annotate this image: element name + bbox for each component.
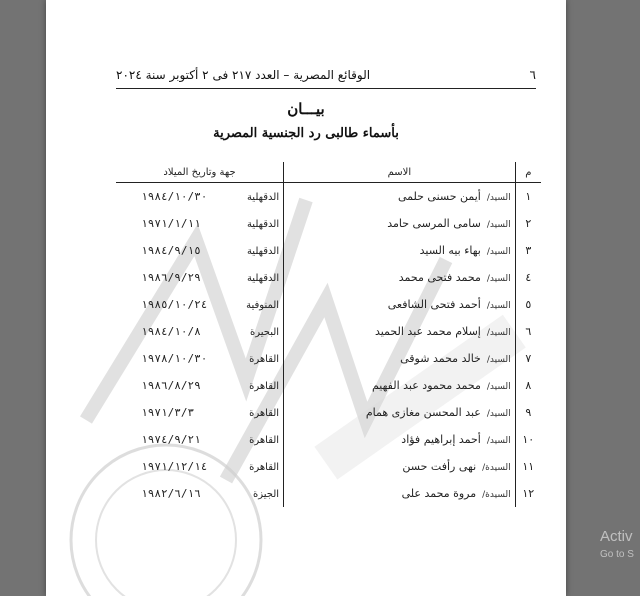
activation-line-1: Activ: [600, 528, 633, 545]
row-name: مروة محمد على: [401, 487, 477, 500]
row-governorate: الدقهلية: [246, 273, 280, 284]
row-name: أيمن حسنى حلمى: [397, 190, 481, 203]
row-prefix: السيد/: [486, 220, 511, 230]
page-header: [116, 64, 536, 86]
row-governorate: الدقهلية: [246, 192, 280, 203]
table-row: [116, 453, 541, 480]
table-row: [116, 372, 541, 399]
row-name: خالد محمد شوقى: [400, 352, 481, 365]
row-birth-date: ١٩٧٨/١٠/٣٠: [141, 352, 208, 365]
row-prefix: السيدة/: [482, 463, 511, 473]
row-name-cell: [284, 399, 516, 426]
row-number: ١٠: [515, 426, 541, 453]
document-subtitle: بأسماء طالبى رد الجنسية المصرية: [213, 126, 399, 141]
row-number: ٦: [515, 318, 541, 345]
row-name-cell: [284, 318, 516, 345]
names-table: [116, 162, 541, 507]
row-birth-cell: [116, 237, 284, 264]
table-row: [116, 291, 541, 318]
row-number: ١: [515, 183, 541, 211]
row-birth-date: ١٩٨٦/٩/٢٩: [141, 271, 201, 284]
row-birth-date: ١٩٧١/٣/٣: [141, 406, 195, 419]
row-birth-cell: [116, 291, 284, 318]
row-number: ٤: [515, 264, 541, 291]
row-birth-cell: [116, 264, 284, 291]
row-name: أحمد إبراهيم فؤاد: [401, 433, 481, 446]
row-name: محمد محمود عبد الفهيم: [371, 379, 481, 392]
row-birth-cell: [116, 183, 284, 211]
header-divider: [116, 88, 536, 89]
row-name: نهى رأفت حسن: [402, 460, 477, 473]
document-page: [46, 0, 566, 596]
row-birth-cell: [116, 399, 284, 426]
row-name-cell: [284, 345, 516, 372]
row-prefix: السيد/: [486, 328, 511, 338]
document-title: بيـــان: [287, 100, 325, 118]
table-row: [116, 210, 541, 237]
row-number: ١١: [515, 453, 541, 480]
page-number: ٦: [529, 68, 536, 82]
row-name-cell: [284, 453, 516, 480]
row-birth-cell: [116, 210, 284, 237]
row-birth-date: ١٩٧١/١/١١: [141, 217, 201, 230]
row-number: ٢: [515, 210, 541, 237]
row-birth-cell: [116, 453, 284, 480]
publication-line: الوقائع المصرية – العدد ٢١٧ فى ٢ أكتوبر سنة ٢٠٢٤: [116, 68, 371, 82]
row-name: محمد فتحى محمد: [398, 271, 481, 284]
row-number: ٥: [515, 291, 541, 318]
row-name-cell: [284, 480, 516, 507]
table-header-row: [116, 162, 541, 183]
row-prefix: السيد/: [486, 247, 511, 257]
row-birth-cell: [116, 480, 284, 507]
row-governorate: القاهرة: [249, 462, 280, 473]
row-prefix: السيد/: [486, 193, 511, 203]
row-number: ٧: [515, 345, 541, 372]
row-name-cell: [284, 291, 516, 318]
row-name-cell: [284, 237, 516, 264]
row-prefix: السيدة/: [482, 490, 511, 500]
table-row: [116, 318, 541, 345]
row-birth-date: ١٩٨٢/٦/١٦: [141, 487, 201, 500]
table-row: [116, 480, 541, 507]
row-governorate: الدقهلية: [246, 246, 280, 257]
row-birth-cell: [116, 318, 284, 345]
table-row: [116, 183, 541, 211]
row-name: إسلام محمد عبد الحميد: [374, 325, 481, 338]
row-birth-date: ١٩٨٦/٨/٢٩: [141, 379, 201, 392]
row-number: ٣: [515, 237, 541, 264]
row-birth-date: ١٩٨٤/٩/١٥: [141, 244, 201, 257]
row-birth-date: ١٩٨٤/١٠/٣٠: [141, 190, 208, 203]
row-name-cell: [284, 264, 516, 291]
row-number: ٨: [515, 372, 541, 399]
table-row: [116, 426, 541, 453]
activation-line-2: Go to S: [600, 549, 634, 560]
row-name-cell: [284, 372, 516, 399]
row-governorate: المنوفية: [246, 300, 280, 311]
windows-activation-watermark: [600, 528, 634, 560]
row-name: أحمد فتحى الشافعى: [387, 298, 481, 311]
row-name-cell: [284, 183, 516, 211]
row-governorate: الجيزة: [253, 489, 280, 500]
table-row: [116, 237, 541, 264]
header-num: م: [515, 162, 541, 183]
row-governorate: البحيرة: [250, 327, 280, 338]
row-governorate: القاهرة: [249, 435, 280, 446]
row-birth-cell: [116, 426, 284, 453]
row-prefix: السيد/: [486, 301, 511, 311]
table-row: [116, 399, 541, 426]
row-name: عبد المحسن مغازى همام: [365, 406, 481, 419]
table-row: [116, 345, 541, 372]
row-birth-date: ١٩٧٤/٩/٢١: [141, 433, 201, 446]
row-birth-cell: [116, 345, 284, 372]
row-prefix: السيد/: [486, 436, 511, 446]
row-name: بهاء بيه السيد: [419, 244, 481, 257]
row-prefix: السيد/: [486, 409, 511, 419]
row-birth-date: ١٩٨٥/١٠/٢٤: [141, 298, 208, 311]
table-row: [116, 264, 541, 291]
header-birth: جهة وتاريخ الميلاد: [116, 162, 284, 183]
row-governorate: القاهرة: [249, 408, 280, 419]
row-name-cell: [284, 426, 516, 453]
row-number: ١٢: [515, 480, 541, 507]
row-governorate: الدقهلية: [246, 219, 280, 230]
row-birth-date: ١٩٧١/١٢/١٤: [141, 460, 208, 473]
row-prefix: السيد/: [486, 382, 511, 392]
row-number: ٩: [515, 399, 541, 426]
row-name-cell: [284, 210, 516, 237]
row-name: سامى المرسى حامد: [387, 217, 481, 230]
row-prefix: السيد/: [486, 274, 511, 284]
header-name: الاسم: [284, 162, 516, 183]
row-governorate: القاهرة: [249, 381, 280, 392]
row-prefix: السيد/: [486, 355, 511, 365]
row-governorate: القاهرة: [249, 354, 280, 365]
row-birth-cell: [116, 372, 284, 399]
row-birth-date: ١٩٨٤/١٠/٨: [141, 325, 201, 338]
